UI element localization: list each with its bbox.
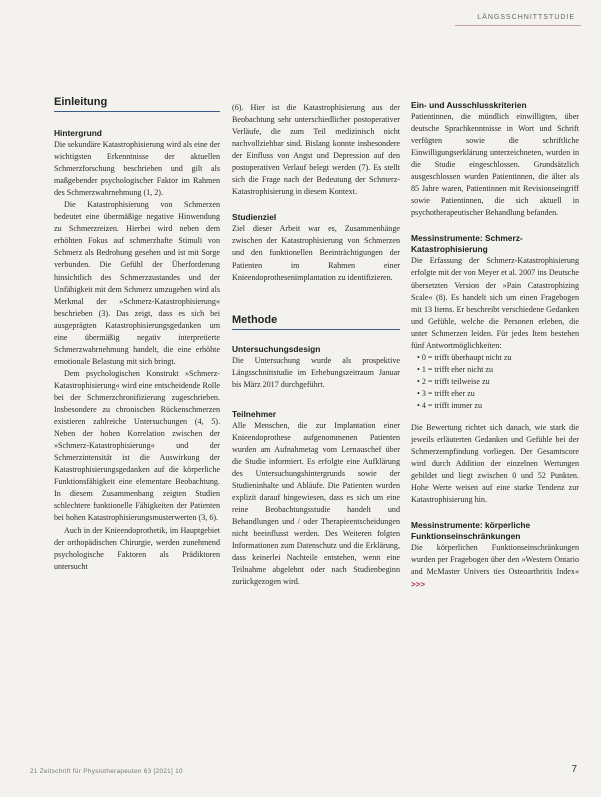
- column-3: [411, 100, 579, 591]
- paragraph: Auch in der Knieendoprothetik, im Hauptgebiet der orthopädischen Chirurgie, werden zunehmend psychologische Faktoren als Prädiktoren untersucht: [54, 525, 220, 571]
- list-item: • 2 = trifft teilweise zu: [417, 376, 490, 386]
- list-item: • 1 = trifft eher nicht zu: [417, 364, 494, 374]
- paragraph: Die sekundäre Katastrophisierung wird als eine der wichtigsten Erkenntnisse der aktuellen Schmerzforschung beschrieben und gilt als maßgebender psychologischer Faktor im Rahmen des Schmerzwahrnehmung (1, 2).: [54, 140, 220, 198]
- section-heading-einleitung: Einleitung: [54, 96, 220, 112]
- column-1: [54, 96, 220, 573]
- subheading-messinstrumente-funktion: Messinstrumente: körperliche Funktionseinschränkungen: [411, 520, 531, 542]
- paragraph: [411, 542, 579, 590]
- paragraph: Alle Menschen, die zur Implantation einer Knieendoprothese aufgenommenen Patienten wurden am Aufnahmetag vom Lernauschef über die Studie informiert. Es erfolgte eine Aufklärung des Untersuchungshintergrunds sowie der Studieninhalte und Abläufe. Die Patienten wurden explizit darauf hingewiesen, dass es sich um eine reine Beobachtungsstudie handelt und Behandlungen und / oder Therapieentscheidungen nicht beeinflusst werden. Des Weiteren folgten Informationen zum Datenschutz und die Erklärung, dass keinerlei Nachteile entstehen, wenn eine Teilnahme abgelehnt oder nach Studienbeginn zurückgezogen wird.: [232, 420, 400, 587]
- paragraph: Die Katastrophisierung von Schmerzen bedeutet eine übermäßige negative Hinwendung zu Schmerzreizen. Hierbei wird neben dem erhöhten Fokus auf schmerzhafte Stimuli von Schmerz als Bedrohung gesehen und ist mit Sorge verbunden. Die Gefühl der Überforderung hinsichtlich des Schmerzzustandes und der Unfähigkeit mit dem Schmerz umzugehen wird als Merkmal der »Schmerz-Katastrophisierung« beschrieben (3). Das zeigt, dass es sich bei ausgeprägten Katastrophisierungsgedanken um eine übermäßig negativ interpretierte Schmerzwahrnehmung handelt, die eine erhöhte emotionale Belastung mit sich bringt.: [54, 200, 220, 366]
- header-rule: [455, 25, 581, 26]
- continue-arrow: >>>: [411, 579, 426, 589]
- paragraph: (6). Hier ist die Katastrophisierung aus der Beobachtung sehr unterschiedlicher postoperativer Verläufe, die zum Teil medizinisch nicht nachvollziehbar sind. Bislang konnte insbesondere der Einfluss von Angst und Depression auf den postoperativen Verlauf belegt werden (7). Es stellt sich die Frage nach der Bedeutung der Schmerz-Katastrophisierung in diesem Kontext.: [232, 103, 400, 197]
- column-2: [232, 102, 400, 588]
- footer-citation: 21 Zeitschrift für Physiotherapeuten 63 [2021] 10: [30, 768, 183, 775]
- list-item: • 4 = trifft immer zu: [417, 400, 483, 410]
- list-item: • 0 = trifft überhaupt nicht zu: [417, 352, 512, 362]
- subheading-teilnehmer: Teilnehmer: [232, 408, 277, 419]
- running-header: LÄNGSSCHNITTSTUDIE: [477, 14, 575, 21]
- paragraph: Die Bewertung richtet sich danach, wie stark die jeweils erläuterten Gedanken und Gefühle bei der Schmerzempfindung vorliegen. Der Gesamtscore wird durch Addition der einzelnen Wertungen gebildet und liegt zwischen 0 und 52 Punkten. Hohe Werte weisen auf eine starke Tendenz zur Katastrophisierung hin.: [411, 423, 579, 505]
- paragraph: Die Erfassung der Schmerz-Katastrophisierung erfolgte mit der von Meyer et al. 2007 ins Deutsche übersetzten Version der »Pain Catastrophizing Scale« (8). Es handelt sich um einen Fragebogen mit 13 Items. Er beschreibt verschiedene Gedanken und Gefühle, welche die Personen erleben, die unter Schmerzen leiden. Für jedes Item bestehen fünf Antwortmöglichkeiten:: [411, 256, 579, 350]
- subheading-ein-ausschlusskriterien: Ein- und Ausschlusskriterien: [411, 100, 527, 110]
- list-item: • 3 = trifft eher zu: [417, 388, 475, 398]
- section-heading-methode: Methode: [232, 314, 400, 330]
- paragraph: Patientinnen, die mündlich einwilligten, über deutsche Sprachkenntnisse in Wort und Schrift verfügten sowie die schriftliche Einwilligungserklärung unterzeichneten, wurden in die Studie eingeschlossen. Grundsätzlich ausgeschlossen wurden Patientinnen, die älter als 85 Jahre waren, Patientinnen mit Revisionseingriff sowie Patientinnen, die sich aktuell in psychotherapeutischer Behandlung befanden.: [411, 112, 579, 218]
- answer-options-list: [411, 352, 579, 412]
- page-number: 7: [571, 764, 577, 775]
- subheading-untersuchungsdesign: Untersuchungsdesign: [232, 343, 321, 354]
- paragraph: Dem psychologischen Konstrukt »Schmerz-Katastrophisierung« wird eine entscheidende Rolle bei der Schmerzchronifizierung zugeschrieben. Insbesondere zu chronischen Rückenschmerzen existieren zahlreiche Untersuchungen (4, 5). Neben der hohen Korrelation zwischen der »Schmerz-Katastrophisierung« und der Schmerzintensität ist die Auswirkung der Katastrophisierungsgedanken auf die körperliche Funktionsfähigkeit eine elementare Beobachtung. In diesem Zusammenhang zeigten Studien schlechtere funktionelle Fähigkeiten der Patienten bei hohen Katastrophisierungsmusterwerten (3, 6).: [54, 368, 220, 523]
- subheading-messinstrumente-katastrophisierung: Messinstrumente: Schmerz-Katastrophisierung: [411, 233, 523, 255]
- paragraph: Die Untersuchung wurde als prospektive Längsschnittstudie im Erhebungszeitraum Januar bis März 2017 durchgeführt.: [232, 355, 400, 389]
- subheading-hintergrund: Hintergrund: [54, 128, 102, 138]
- subheading-studienziel: Studienziel: [232, 212, 277, 223]
- paragraph: Ziel dieser Arbeit war es, Zusammenhänge zwischen der Katastrophisierung von Schmerzen und den funktionellen Beeinträchtigungen der Patienten im Rahmen einer Knieendoprothesenimplantation zu identifizieren.: [232, 224, 400, 282]
- paragraph-text: Die körperlichen Funktionseinschränkungen wurden per Fragebogen über den »Western Ontario and McMaster Univers ties Osteoarthritis Index«: [411, 543, 579, 577]
